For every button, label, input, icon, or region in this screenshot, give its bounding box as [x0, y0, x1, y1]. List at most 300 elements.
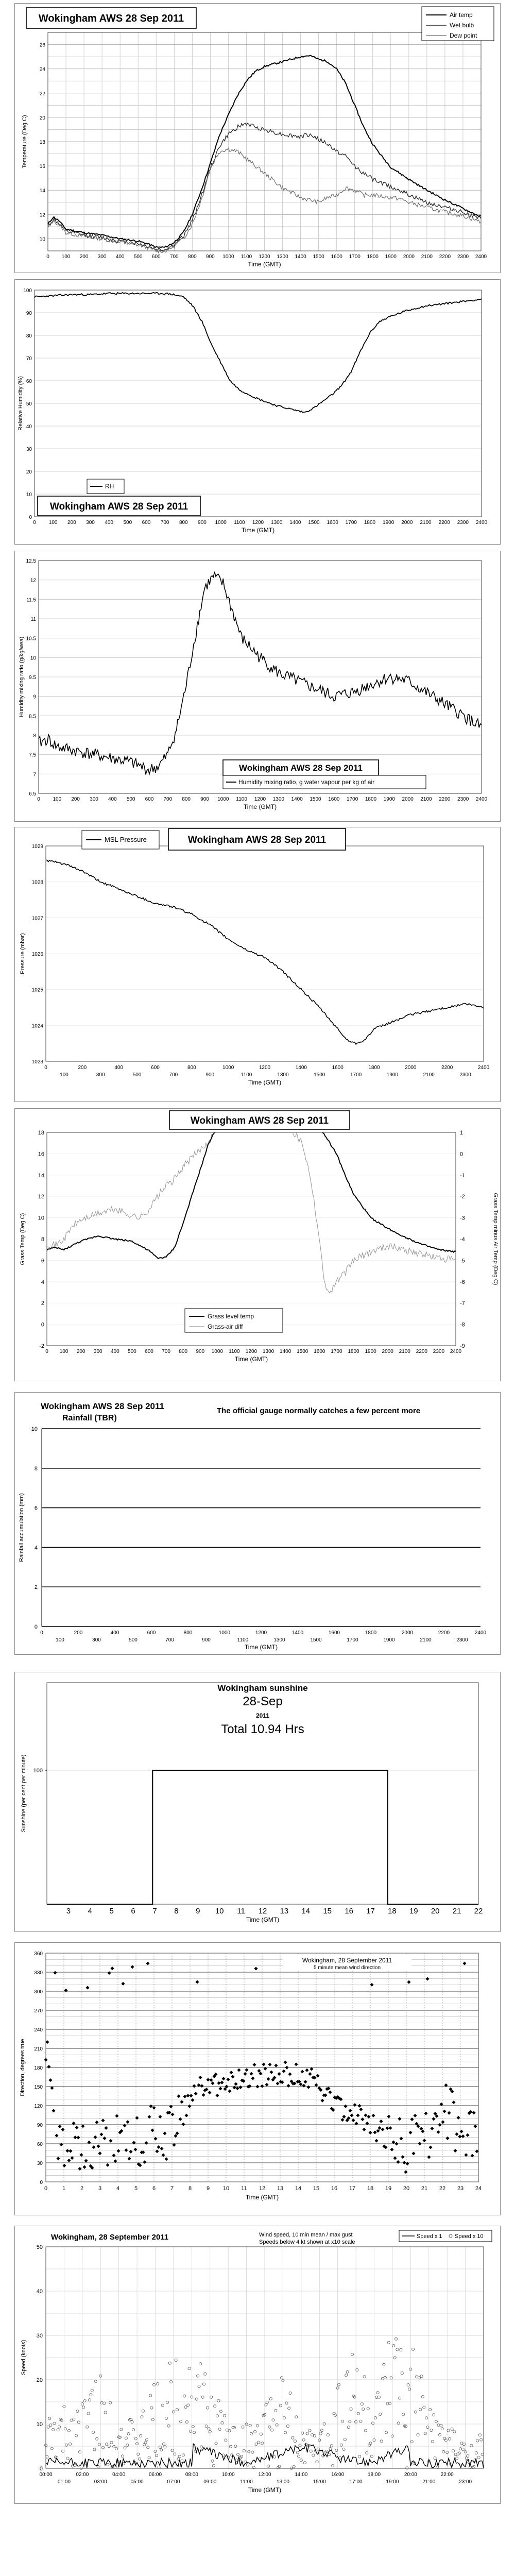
x-tick-label: 13 — [277, 2185, 284, 2192]
scatter-point-x10 — [437, 2424, 440, 2427]
scatter-point — [211, 2081, 214, 2085]
scatter-point — [438, 2123, 441, 2127]
x-tick-label: 1200 — [259, 1065, 271, 1071]
scatter-point — [102, 2137, 106, 2140]
scatter-point — [64, 1989, 67, 1992]
scatter-point — [206, 2078, 210, 2081]
y-tick-label: 6.5 — [29, 791, 36, 797]
y-tick-label: 14 — [39, 188, 45, 194]
x-tick-label: 700 — [160, 520, 169, 526]
y-tick-label-right: -9 — [460, 1343, 465, 1349]
x-tick-label: 8 — [174, 1907, 179, 1916]
scatter-point — [73, 2136, 77, 2139]
x-tick-label: 400 — [114, 1065, 124, 1071]
y-tick-label: 120 — [34, 2104, 43, 2109]
scatter-point-x10 — [356, 2369, 358, 2371]
x-tick-label: 1400 — [295, 1065, 307, 1071]
scatter-point — [288, 2072, 291, 2076]
x-tick-label: 1500 — [314, 1072, 325, 1078]
scatter-point-x10 — [246, 2464, 249, 2466]
scatter-point-x10 — [134, 2437, 137, 2440]
scatter-point-x10 — [394, 2337, 397, 2340]
scatter-point-x10 — [467, 2454, 469, 2457]
x-tick-label: 1500 — [310, 796, 321, 802]
scatter-point-x10 — [254, 2430, 256, 2433]
y-tick-label: 7 — [33, 772, 36, 778]
scatter-point — [342, 2115, 346, 2119]
scatter-point — [150, 2128, 154, 2132]
x-axis-label: Time (GMT) — [246, 1916, 280, 1923]
x-tick-label: 02:00 — [76, 2472, 89, 2478]
scatter-point — [455, 2132, 458, 2136]
x-tick-label: 700 — [162, 1349, 170, 1354]
scatter-point-x10 — [199, 2363, 201, 2365]
scatter-point-x10 — [419, 2408, 422, 2411]
scatter-point-x10 — [107, 2463, 109, 2466]
y-tick-label: 1029 — [31, 844, 43, 850]
scatter-point-x10 — [274, 2409, 277, 2412]
x-tick-label: 1400 — [280, 1349, 291, 1354]
y-tick-label-right: -2 — [460, 1194, 465, 1200]
scatter-point-x10 — [242, 2426, 244, 2428]
scatter-point-x10 — [312, 2454, 315, 2456]
y-tick-label: 40 — [36, 2289, 43, 2295]
x-tick-label: 15 — [313, 2185, 320, 2192]
y-tick-label-right: -7 — [460, 1300, 465, 1307]
scatter-point — [70, 2156, 74, 2160]
scatter-point — [458, 2135, 461, 2139]
scatter-point-x10 — [218, 2428, 221, 2431]
scatter-point-x10 — [106, 2443, 108, 2446]
y-tick-label: 330 — [34, 1970, 43, 1976]
scatter-point-x10 — [316, 2461, 318, 2463]
x-tick-label: 15 — [323, 1907, 332, 1916]
scatter-point-x10 — [447, 2429, 450, 2432]
scatter-point-x10 — [429, 2409, 432, 2411]
scatter-point-x10 — [362, 2408, 365, 2411]
scatter-point — [350, 2114, 353, 2117]
rain-chart — [15, 1393, 500, 1654]
scatter-point-x10 — [168, 2362, 171, 2364]
scatter-point — [459, 2130, 463, 2133]
x-tick-label: 2200 — [439, 796, 451, 802]
scatter-point-x10 — [261, 2442, 264, 2445]
scatter-point-x10 — [210, 2396, 213, 2398]
scatter-point — [251, 2077, 254, 2080]
x-tick-label: 2100 — [420, 520, 432, 526]
scatter-point — [183, 2095, 186, 2098]
scatter-point-x10 — [476, 2439, 479, 2442]
scatter-point-x10 — [295, 2416, 298, 2418]
scatter-point — [68, 2149, 72, 2153]
scatter-point — [200, 2084, 203, 2088]
scatter-point-x10 — [65, 2444, 68, 2446]
y-tick-label: 8.5 — [29, 714, 36, 720]
scatter-point-x10 — [228, 2429, 231, 2432]
scatter-point-x10 — [360, 2403, 363, 2405]
scatter-point — [274, 2064, 278, 2067]
scatter-point — [238, 2086, 242, 2089]
scatter-point-x10 — [58, 2426, 60, 2428]
x-tick-label: 6 — [152, 2185, 156, 2192]
scatter-point-x10 — [390, 2377, 392, 2379]
x-tick-label: 1600 — [327, 520, 338, 526]
series-line-mixing-ratio — [39, 572, 482, 775]
scatter-point-x10 — [320, 2429, 323, 2432]
chart-year: 2011 — [255, 1712, 270, 1719]
scatter-point-x10 — [358, 2455, 361, 2458]
temperature-chart — [15, 4, 500, 273]
scatter-point-x10 — [153, 2383, 156, 2386]
scatter-point-x10 — [337, 2383, 340, 2386]
chart-title: Wokingham sunshine — [217, 1683, 308, 1693]
x-tick-label: 2400 — [475, 796, 488, 802]
scatter-point-x10 — [142, 2410, 144, 2412]
scatter-point-x10 — [470, 2444, 473, 2447]
scatter-point — [422, 2139, 426, 2142]
scatter-point — [377, 2126, 381, 2130]
x-axis-label: Time (GMT) — [245, 2194, 279, 2201]
x-tick-label: 100 — [61, 254, 71, 260]
x-axis-label: Time (GMT) — [243, 803, 277, 810]
scatter-point — [163, 2131, 166, 2135]
scatter-point — [124, 2148, 128, 2152]
scatter-point-x10 — [187, 2404, 190, 2406]
scatter-point — [116, 2149, 120, 2153]
scatter-point — [82, 2165, 86, 2169]
scatter-point-x10 — [229, 2445, 232, 2448]
y-tick-label: 10 — [26, 492, 32, 498]
x-tick-label: 01:00 — [57, 2479, 71, 2485]
x-tick-label: 1200 — [259, 254, 270, 260]
x-tick-label: 1800 — [365, 796, 377, 802]
scatter-point — [84, 2159, 88, 2162]
x-tick-label: 2100 — [421, 254, 433, 260]
y-tick-label: 70 — [26, 356, 32, 362]
x-tick-label: 2 — [80, 2185, 84, 2192]
x-tick-label: 700 — [163, 796, 173, 802]
y-tick-label: 12.5 — [26, 558, 36, 564]
scatter-point-x10 — [121, 2455, 124, 2458]
x-tick-label: 2400 — [477, 1065, 490, 1071]
x-tick-label: 700 — [165, 1637, 174, 1643]
chart-title: Wokingham AWS 28 Sep 2011 — [187, 834, 327, 845]
scatter-point — [303, 2080, 307, 2083]
scatter-point-x10 — [376, 2392, 379, 2394]
scatter-point-x10 — [52, 2428, 55, 2431]
x-tick-label: 1 — [62, 2185, 66, 2192]
scatter-point — [371, 2114, 375, 2117]
scatter-point-x10 — [349, 2420, 351, 2423]
scatter-point — [76, 2136, 80, 2139]
scatter-point — [427, 2155, 431, 2159]
scatter-point — [235, 2087, 239, 2090]
x-tick-label: 400 — [110, 1349, 119, 1354]
chart-date: 28-Sep — [243, 1694, 283, 1708]
scatter-point — [407, 1980, 410, 1984]
scatter-point — [127, 2157, 131, 2160]
scatter-point-x10 — [408, 2388, 410, 2391]
chart-subtitle: Rainfall (TBR) — [62, 1414, 117, 1422]
scatter-point-x10 — [201, 2396, 204, 2398]
scatter-point — [177, 2094, 180, 2098]
scatter-point-x10 — [164, 2446, 166, 2448]
y-tick-label: 30 — [26, 447, 32, 452]
x-tick-label: 24 — [475, 2185, 482, 2192]
scatter-point-x10 — [285, 2402, 288, 2404]
y-tick-label: 300 — [34, 1989, 43, 1995]
scatter-point — [357, 2104, 361, 2108]
y-tick-label: 30 — [36, 2333, 43, 2339]
scatter-point-x10 — [345, 2374, 348, 2377]
scatter-point — [441, 2120, 444, 2124]
y-tick-label: -2 — [39, 1343, 44, 1349]
x-tick-label: 4 — [116, 2185, 120, 2192]
scatter-point-x10 — [157, 2382, 159, 2385]
scatter-point — [430, 2127, 434, 2130]
x-tick-label: 800 — [182, 796, 191, 802]
scatter-point-x10 — [329, 2447, 332, 2450]
scatter-point-x10 — [387, 2341, 390, 2344]
scatter-point-x10 — [452, 2450, 454, 2452]
x-tick-label: 7 — [152, 1907, 157, 1916]
y-tick-label: 1025 — [31, 987, 43, 993]
scatter-point — [144, 2141, 148, 2145]
scatter-point — [65, 2149, 69, 2153]
scatter-point — [61, 2128, 64, 2131]
x-tick-label: 2000 — [403, 254, 415, 260]
scatter-point-x10 — [344, 2438, 346, 2441]
x-tick-label: 1600 — [332, 1065, 344, 1071]
scatter-point — [158, 2115, 162, 2119]
x-tick-label: 500 — [128, 1349, 136, 1354]
x-tick-label: 10 — [215, 1907, 224, 1916]
scatter-point-x10 — [204, 2372, 207, 2375]
y-tick-label: 2 — [41, 1300, 44, 1307]
scatter-point — [184, 2114, 188, 2117]
scatter-point-x10 — [193, 2431, 196, 2434]
scatter-point — [113, 2159, 117, 2163]
chart-title: Wokingham AWS 28 Sep 2011 — [190, 1115, 329, 1126]
y-tick-label: 16 — [39, 164, 45, 170]
scatter-point-x10 — [215, 2442, 217, 2445]
x-tick-label: 05:00 — [130, 2479, 144, 2485]
x-tick-label: 7 — [170, 2185, 174, 2192]
series-line-pressure — [46, 860, 484, 1044]
scatter-point — [147, 2115, 151, 2119]
scatter-point-x10 — [441, 2428, 443, 2430]
x-tick-label: 2100 — [423, 1072, 435, 1078]
chart-title: Wokingham AWS 28 Sep 2011 — [239, 763, 363, 773]
scatter-point-x10 — [451, 2428, 453, 2430]
scatter-point — [351, 2119, 355, 2122]
scatter-point — [385, 2126, 389, 2130]
x-tick-label: 300 — [90, 796, 98, 802]
scatter-point — [428, 2145, 432, 2149]
scatter-point — [368, 2131, 372, 2134]
scatter-point — [152, 2106, 156, 2110]
scatter-point — [249, 2072, 253, 2076]
scatter-point-x10 — [351, 2353, 353, 2355]
sunshine-chart — [15, 1672, 500, 1931]
scatter-point — [198, 2076, 202, 2079]
scatter-point-x10 — [284, 2431, 287, 2434]
scatter-point — [401, 2155, 404, 2159]
rh-chart — [15, 280, 500, 544]
scatter-point — [356, 2113, 359, 2117]
x-tick-label: 23 — [457, 2185, 464, 2192]
x-axis-label: Time (GMT) — [248, 261, 281, 268]
y-tick-label: 18 — [39, 140, 45, 145]
scatter-point-x10 — [86, 2426, 89, 2428]
scatter-point-x10 — [273, 2455, 276, 2458]
scatter-point — [75, 2126, 78, 2129]
y-tick-label: 8 — [41, 1236, 44, 1243]
scatter-point-x10 — [374, 2416, 376, 2419]
scatter-point — [126, 2120, 129, 2124]
scatter-point-x10 — [162, 2443, 165, 2445]
scatter-point-x10 — [175, 2359, 177, 2361]
y-tick-label: 150 — [34, 2084, 43, 2090]
x-tick-label: 600 — [145, 1349, 153, 1354]
y-tick-label: 40 — [26, 424, 32, 430]
y-tick-label: 30 — [37, 2161, 43, 2166]
y-tick-label: 6 — [41, 1258, 44, 1264]
x-tick-label: 22:00 — [440, 2472, 454, 2478]
legend-label: RH — [105, 483, 114, 490]
scatter-point-x10 — [225, 2439, 227, 2442]
scatter-point-x10 — [165, 2417, 167, 2419]
y-tick-label: 90 — [37, 2123, 43, 2128]
scatter-point — [404, 2170, 407, 2174]
scatter-point-x10 — [423, 2406, 425, 2409]
x-tick-label: 300 — [92, 1637, 101, 1643]
scatter-point-x10 — [435, 2420, 437, 2423]
x-tick-label: 23:00 — [459, 2479, 472, 2485]
scatter-point-x10 — [461, 2448, 464, 2450]
x-tick-label: 2400 — [475, 254, 487, 260]
scatter-point-x10 — [137, 2453, 140, 2455]
scatter-point — [187, 2105, 191, 2108]
x-tick-label: 17:00 — [349, 2479, 363, 2485]
scatter-point-x10 — [243, 2449, 245, 2452]
y-tick-label: 8 — [33, 733, 36, 739]
scatter-point — [413, 2114, 417, 2117]
scatter-point-x10 — [271, 2429, 273, 2431]
x-tick-label: 1800 — [348, 1349, 359, 1354]
scatter-point-x10 — [50, 2447, 53, 2450]
scatter-point — [410, 2117, 414, 2121]
scatter-point-x10 — [339, 2456, 341, 2459]
scatter-point-x10 — [281, 2377, 283, 2379]
scatter-point — [45, 2040, 49, 2044]
y-tick-label: 1027 — [31, 916, 43, 922]
y-tick-label-right: 1 — [460, 1130, 464, 1136]
legend-label: Dew point — [450, 32, 477, 39]
scatter-point-x10 — [147, 2446, 149, 2449]
scatter-point-x10 — [426, 2426, 429, 2429]
scatter-point-x10 — [327, 2434, 329, 2436]
scatter-point-x10 — [379, 2413, 382, 2415]
y-tick-label: 20 — [39, 115, 45, 121]
scatter-point — [53, 1971, 57, 1975]
x-tick-label: 800 — [183, 1630, 193, 1636]
scatter-point-x10 — [370, 2455, 373, 2458]
x-tick-label: 900 — [196, 1349, 205, 1354]
x-axis-label: Time (GMT) — [234, 1355, 268, 1363]
scatter-point — [186, 2094, 190, 2097]
scatter-point-x10 — [124, 2447, 126, 2449]
scatter-point-x10 — [364, 2429, 367, 2432]
legend-label: Speed x 10 — [455, 2233, 484, 2240]
scatter-point-x10 — [421, 2395, 424, 2398]
scatter-point-x10 — [219, 2410, 222, 2413]
scatter-point — [85, 1986, 89, 1990]
scatter-point — [424, 2112, 427, 2115]
scatter-point — [93, 2136, 97, 2139]
scatter-point-x10 — [392, 2344, 395, 2347]
y-tick-label: 10 — [39, 236, 45, 243]
scatter-point — [445, 2137, 449, 2140]
scatter-point — [353, 2103, 356, 2107]
scatter-point — [393, 2156, 397, 2160]
scatter-point — [260, 2084, 264, 2088]
direction-panel — [14, 1942, 501, 2215]
y-tick-label: 22 — [39, 91, 45, 97]
y-tick-label: 100 — [33, 1768, 43, 1774]
scatter-point-x10 — [410, 2441, 413, 2443]
scatter-point-x10 — [438, 2433, 441, 2436]
scatter-point — [56, 2157, 60, 2160]
scatter-point-x10 — [57, 2429, 59, 2431]
y-tick-label: 10 — [36, 2421, 43, 2428]
x-tick-label: 0 — [33, 520, 36, 526]
y-tick-label-right: -1 — [460, 1172, 465, 1179]
scatter-point — [47, 2065, 50, 2069]
y-tick-label: 11 — [30, 617, 36, 622]
scatter-point-x10 — [174, 2453, 176, 2455]
scatter-point — [453, 2149, 457, 2153]
scatter-point-x10 — [161, 2404, 164, 2406]
x-tick-label: 900 — [202, 1637, 211, 1643]
y-tick-label: 20 — [36, 2377, 43, 2383]
x-tick-label: 12 — [258, 1907, 267, 1916]
scatter-point-x10 — [221, 2421, 224, 2424]
scatter-point-x10 — [385, 2431, 388, 2434]
scatter-point-x10 — [64, 2428, 66, 2430]
scatter-point-x10 — [431, 2440, 434, 2443]
scatter-point-x10 — [104, 2411, 107, 2414]
scatter-point — [48, 2078, 52, 2082]
x-tick-label: 3 — [66, 1907, 71, 1916]
scatter-point — [282, 2070, 285, 2073]
x-tick-label: 17 — [366, 1907, 375, 1916]
scatter-point-x10 — [98, 2443, 100, 2446]
direction-chart — [15, 1943, 500, 2215]
scatter-point — [391, 2140, 395, 2144]
x-tick-label: 2200 — [441, 1065, 453, 1071]
scatter-point-x10 — [184, 2406, 187, 2409]
y-tick-label: 50 — [36, 2244, 43, 2250]
scatter-point-x10 — [269, 2398, 272, 2400]
x-tick-label: 100 — [53, 796, 62, 802]
speed-chart — [15, 2226, 500, 2503]
x-tick-label: 22 — [474, 1907, 483, 1916]
scatter-point-x10 — [217, 2399, 220, 2402]
y-tick-label-right: -8 — [460, 1321, 465, 1328]
x-tick-label: 600 — [151, 1065, 160, 1071]
x-tick-label: 1100 — [234, 520, 245, 526]
